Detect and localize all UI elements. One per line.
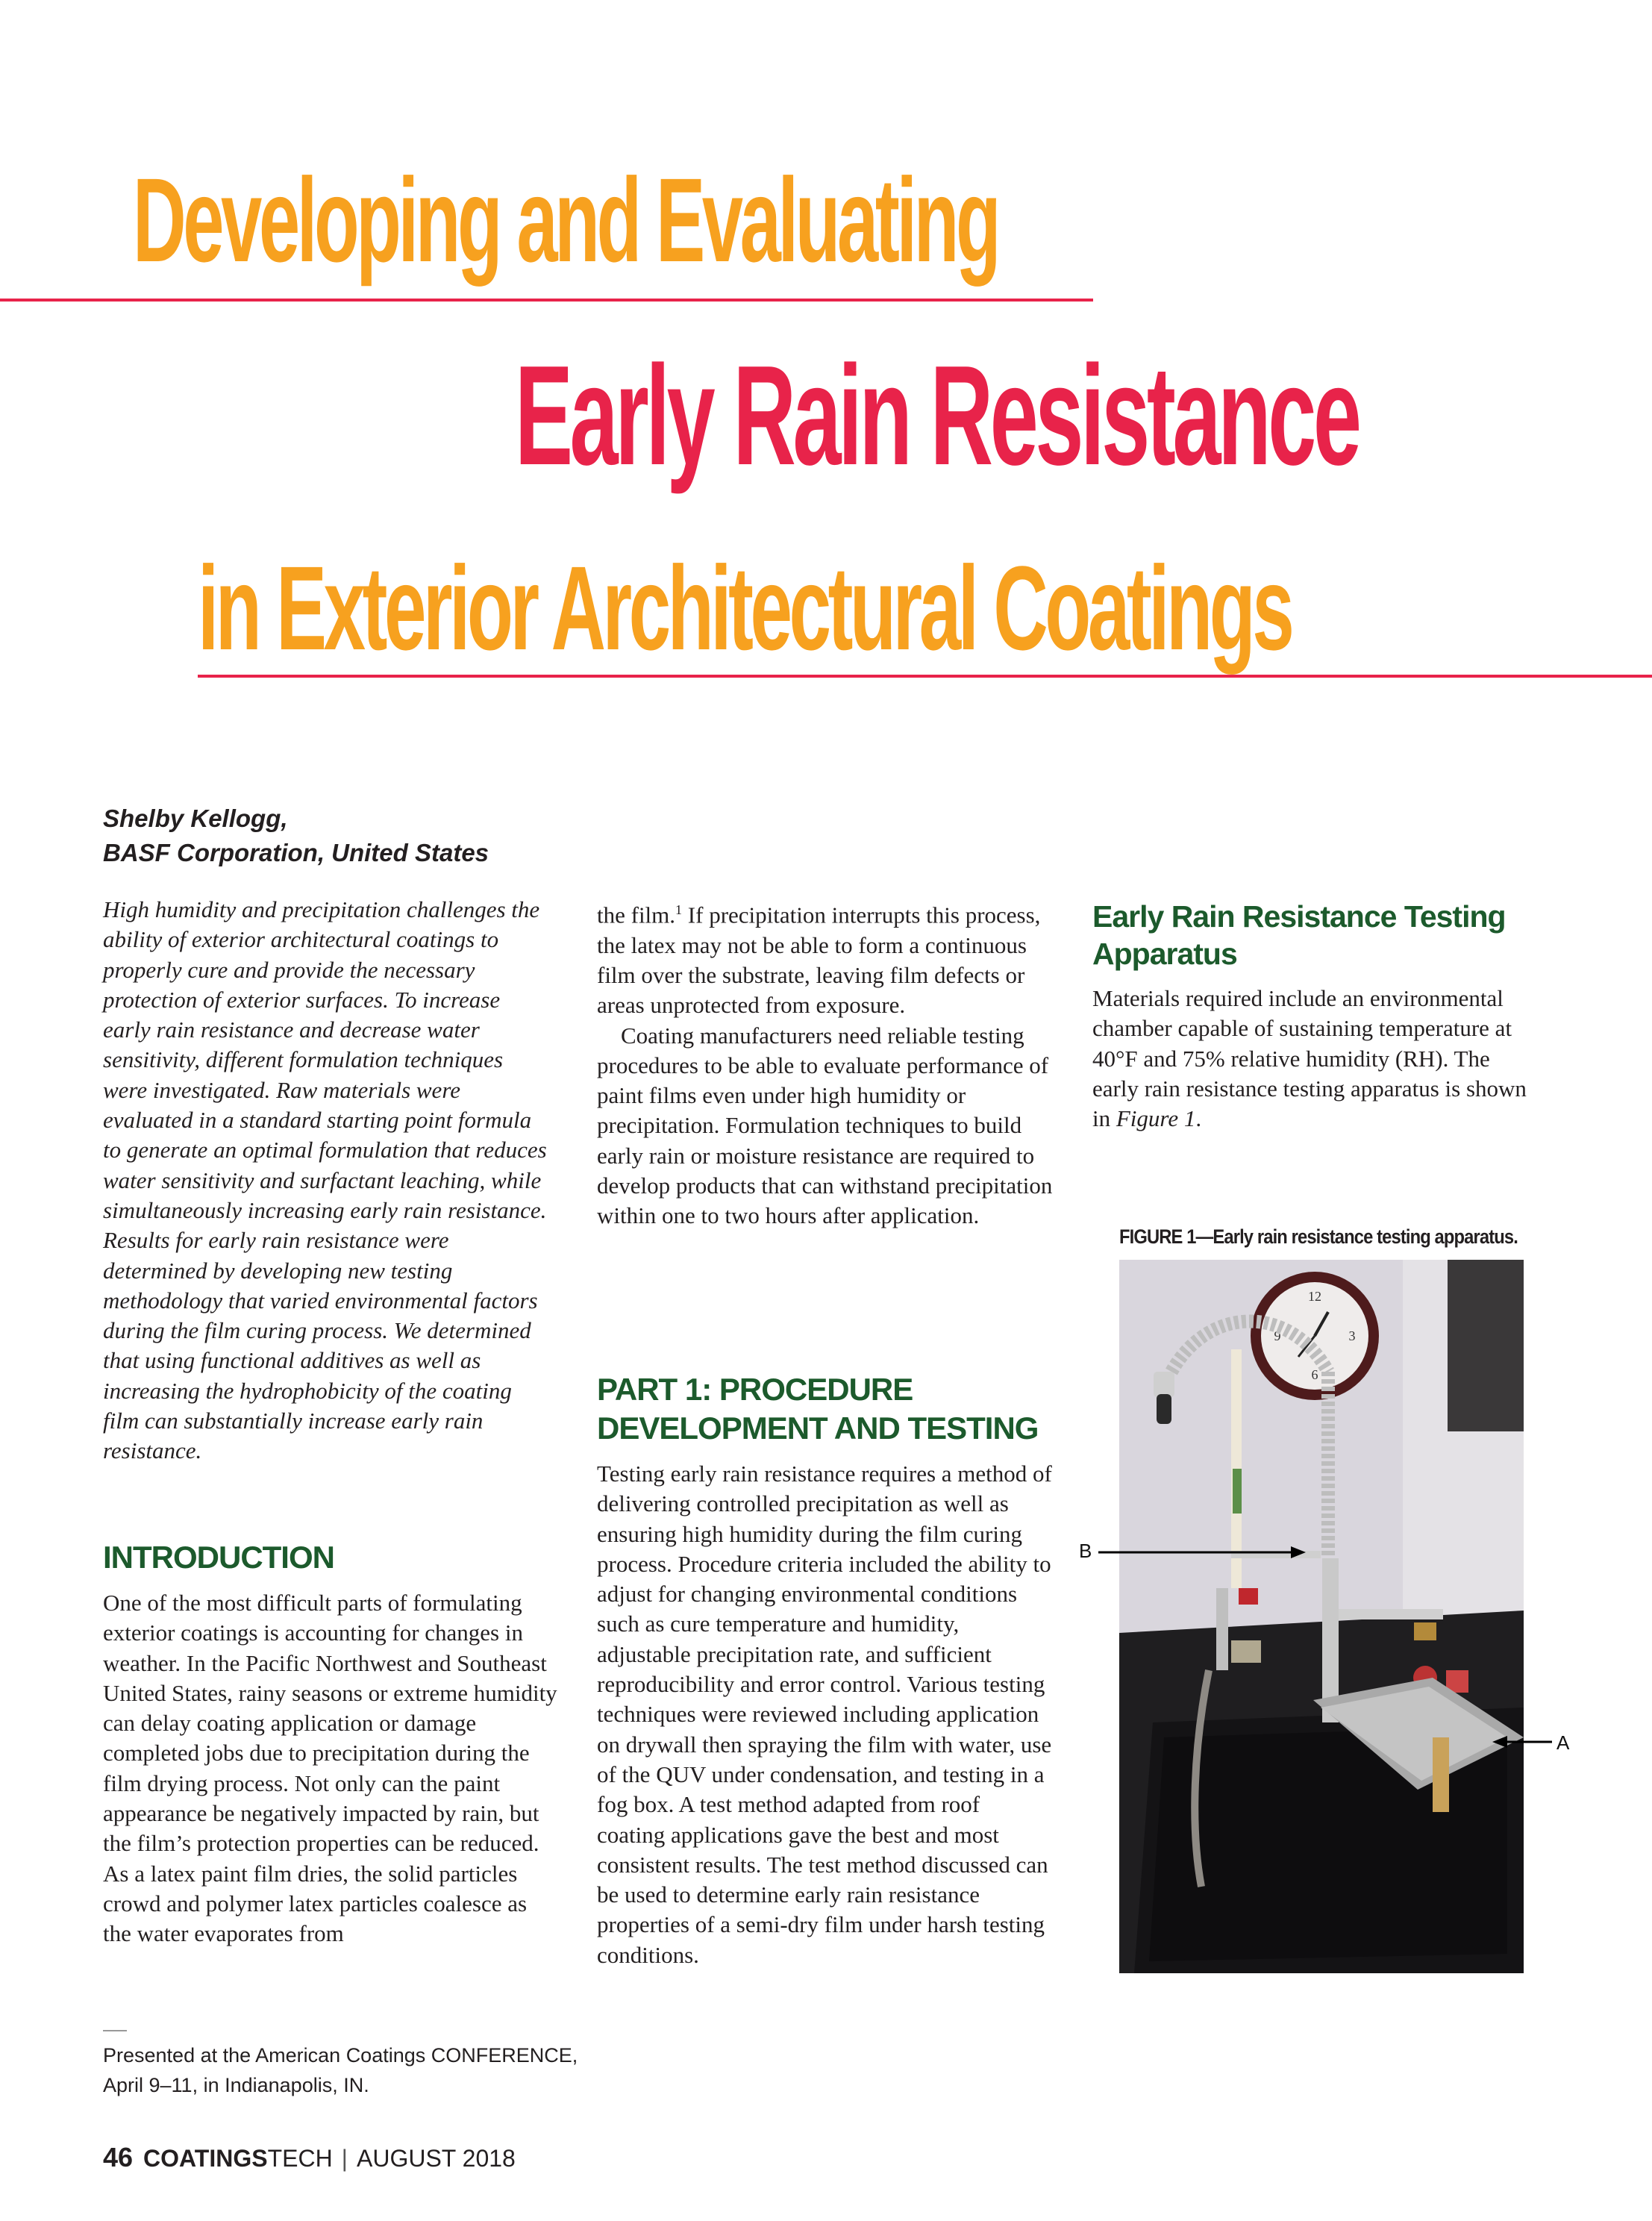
footnote: [103, 2040, 578, 2100]
clock-numeral-12: 12: [1308, 1289, 1321, 1304]
footnote-divider: [103, 2030, 127, 2031]
clock-icon: [1251, 1272, 1379, 1400]
callout-label-b: B: [1079, 1540, 1092, 1562]
clock-numeral-9: 9: [1274, 1328, 1281, 1343]
part1-heading-line-2: DEVELOPMENT AND TESTING: [597, 1411, 1039, 1446]
apparatus-text-main: Materials required include an environmental chamber capable of sustaining temperature at 40°F and 75% relative humidity (RH). The early rain resistance testing apparatus is shown in: [1092, 985, 1527, 1132]
footnote-line-2: April 9–11, in Indianapolis, IN.: [103, 2074, 369, 2096]
title-rule-bottom: [198, 675, 1652, 678]
apparatus-heading: [1092, 898, 1506, 972]
clock-numeral-6: 6: [1311, 1367, 1318, 1382]
magazine-name-bold: COATINGS: [143, 2145, 268, 2172]
callout-label-a: A: [1556, 1731, 1570, 1754]
reference-1: 1: [675, 902, 683, 917]
title-rule-top: [0, 299, 1093, 302]
author-name: Shelby Kellogg,: [103, 805, 288, 832]
apparatus-photo: [1119, 1260, 1524, 1973]
para1-rest: If precipitation interrupts this process, the latex may not be able to form a continuous film over the substrate, leaving film defects or areas unprotected from exposure.: [597, 902, 1041, 1019]
apparatus-body: [1092, 984, 1540, 1134]
apparatus-illustration: [1119, 1260, 1524, 1973]
issue-date: AUGUST 2018: [356, 2145, 516, 2172]
title-line-1: Developing and Evaluating: [133, 153, 998, 287]
figure-caption: FIGURE 1—Early rain resistance testing apparatus.: [1119, 1225, 1518, 1248]
abstract: [103, 895, 551, 1466]
clock-numeral-3: 3: [1348, 1328, 1356, 1343]
magazine-name-light: TECH: [267, 2145, 333, 2172]
callout-arrow-b: [1098, 1545, 1307, 1560]
para1-start: the film.: [597, 902, 676, 928]
introduction-text: One of the most difficult parts of formulating exterior coatings is accounting for changes in weather. In the Pacific Northwest and Southeast United States, rainy seasons or extreme humidity can delay coating application or damage completed jobs due to precipitation during the film drying process. Not only can the paint appearance be negatively impacted by rain, but the film’s protection properties can be reduced. As a latex paint film dries, the solid particles crowd and polymer latex particles coalesce as the water evaporates from: [103, 1590, 557, 1947]
footer-separator: |: [341, 2145, 348, 2172]
part1-heading: [597, 1370, 1038, 1448]
abstract-text: High humidity and precipitation challenges the ability of exterior architectural coatings to properly cure and provide the necessary protection of exterior surfaces. To increase early rain resistance and decrease water sensitivity, different formulation techniques were investigated. Raw materials were evaluated in a standard starting point formula to generate an optimal formulation that reduces water sensitivity and surfactant leaching, while simultaneously increasing early rain resistance. Results for early rain resistance were determined by developing new testing methodology that varied environmental factors during the film curing process. We determined that using functional additives as well as increasing the hydrophobicity of the coating film can substantially increase early rain resistance.: [103, 896, 547, 1464]
author-block: [103, 802, 489, 870]
apparatus-heading-line-2: Apparatus: [1092, 937, 1237, 971]
title-line-2: Early Rain Resistance: [515, 337, 1359, 495]
part1-heading-line-1: PART 1: PROCEDURE: [597, 1372, 913, 1407]
page-footer: [103, 2142, 516, 2173]
part1-body: [597, 1459, 1054, 1970]
footnote-line-1: Presented at the American Coatings CONFERENCE,: [103, 2044, 578, 2067]
figure-reference: Figure 1: [1116, 1105, 1196, 1132]
apparatus-text: [1092, 984, 1540, 1134]
column-2-top: [597, 895, 1054, 1231]
callout-arrow-a: [1492, 1734, 1552, 1749]
apparatus-heading-line-1: Early Rain Resistance Testing: [1092, 899, 1506, 934]
introduction-heading: INTRODUCTION: [103, 1540, 334, 1575]
title-line-3: in Exterior Architectural Coatings: [198, 541, 1292, 675]
introduction-body: [103, 1588, 558, 1949]
page-number: 46: [103, 2142, 134, 2172]
part1-text: Testing early rain resistance requires a method of delivering controlled precipitation as well as ensuring high humidity during the film curing process. Procedure criteria included the ability to adjust for changing environmental conditions such as cure temperature and humidity, adjustable precipitation rate, and sufficient reproducibility and error control. Various testing techniques were reviewed including application on drywall then spraying the film with water, use of the QUV under condensation, and testing in a fog box. A test method adapted from roof coating applications gave the best and most consistent results. The test method discussed can be used to determine early rain resistance properties of a semi-dry film under harsh testing conditions.: [597, 1461, 1052, 1968]
column-2-para-1: [597, 895, 1054, 1021]
column-2-para-2: Coating manufacturers need reliable testing procedures to be able to evaluate performance of paint films even under high humidity or precipitation. Formulation techniques to build early rain or moisture resistance are required to develop products that can withstand precipitation within one to two hours after application.: [597, 1022, 1053, 1229]
author-affiliation: BASF Corporation, United States: [103, 839, 489, 866]
apparatus-text-end: .: [1195, 1105, 1202, 1132]
